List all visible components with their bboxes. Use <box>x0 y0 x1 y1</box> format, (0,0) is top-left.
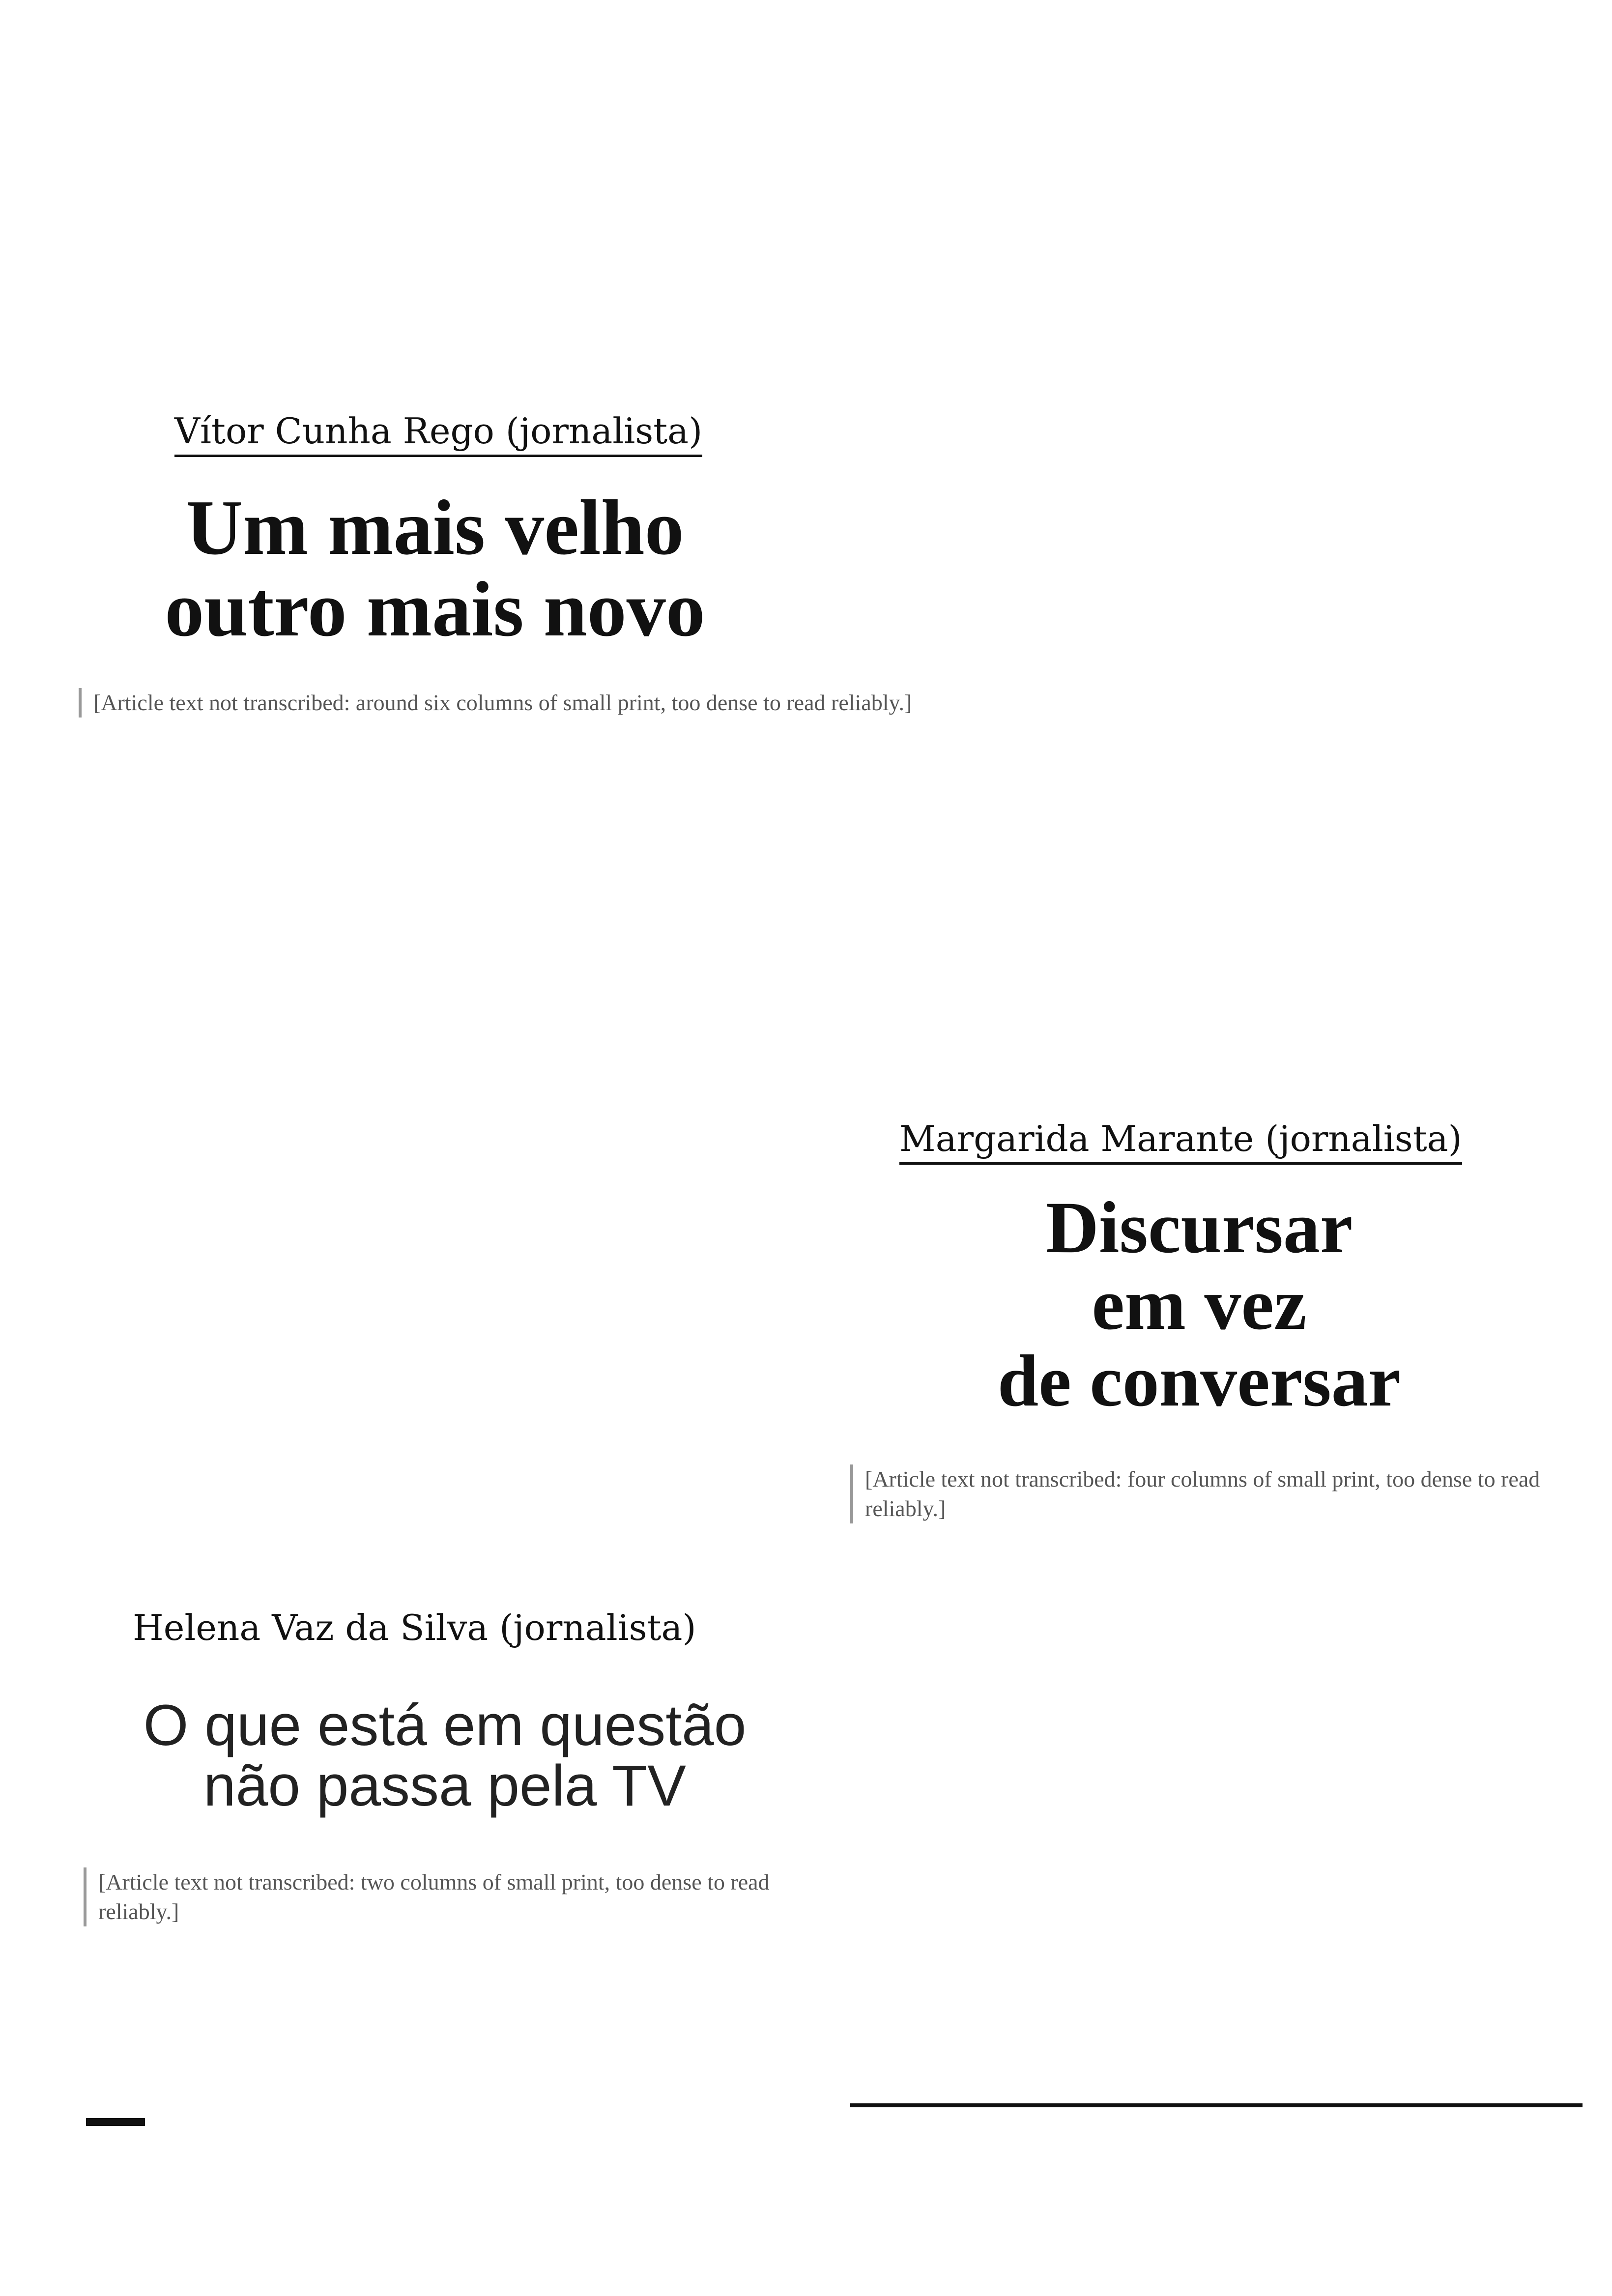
headline-um-mais-velho <box>108 484 762 653</box>
headline-line: não passa pela TV <box>203 1753 686 1818</box>
headline-line: de conversar <box>997 1340 1401 1422</box>
article-body-placeholder: [Article text not transcribed: around six columns of small print, too dense to read reliably.] <box>79 688 1568 718</box>
column-rule <box>86 2118 145 2126</box>
article-body-placeholder: [Article text not transcribed: four columns of small print, too dense to read reliably.] <box>850 1464 1573 1523</box>
headline-line: em vez <box>1092 1263 1307 1345</box>
column-rule <box>850 2103 1583 2107</box>
headline-line: Um mais velho <box>186 484 684 571</box>
byline-helena-vaz-da-silva: Helena Vaz da Silva (jornalista) <box>133 1607 696 1648</box>
byline-margarida-marante: Margarida Marante (jornalista) <box>899 1118 1462 1165</box>
headline-o-que-esta-em-questao <box>79 1695 811 1816</box>
headline-line: outro mais novo <box>165 565 705 653</box>
byline-vitor-cunha-rego: Vítor Cunha Rego (jornalista) <box>174 410 702 457</box>
headline-discursar-em-vez <box>934 1187 1465 1422</box>
headline-line: Discursar <box>1045 1187 1353 1268</box>
article-body-placeholder: [Article text not transcribed: two columns of small print, too dense to read reliably.] <box>84 1867 821 1926</box>
headline-line: O que está em questão <box>143 1693 747 1758</box>
